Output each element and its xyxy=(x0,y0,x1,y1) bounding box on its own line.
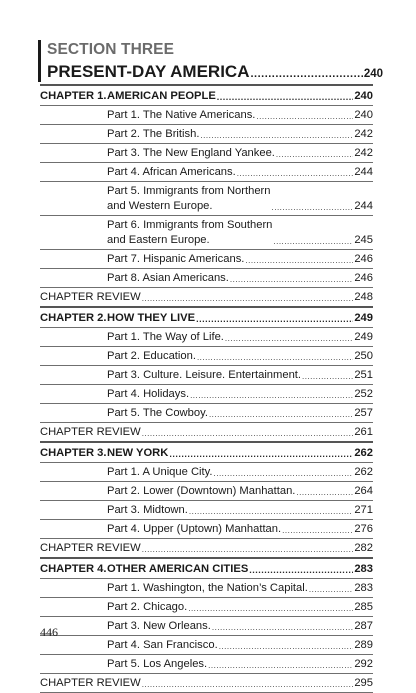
chapter-page-number: 249 xyxy=(354,312,373,324)
chapter-review-label: CHAPTER REVIEW xyxy=(40,542,141,554)
section-header xyxy=(38,40,383,82)
part-title: Part 1. Washington, the Nation’s Capital. xyxy=(107,582,308,594)
toc-part-row[interactable] xyxy=(40,269,373,288)
chapter-row[interactable] xyxy=(40,443,373,463)
indent-spacer xyxy=(40,386,107,387)
dot-leader xyxy=(282,524,353,537)
indent-spacer xyxy=(40,329,107,330)
dot-leader xyxy=(142,543,354,556)
part-page-number: 289 xyxy=(354,639,373,651)
part-entry xyxy=(107,164,373,181)
part-page-number: 257 xyxy=(354,407,373,419)
part-title: Part 3. Midtown. xyxy=(107,504,188,516)
part-title: Part 4. San Francisco. xyxy=(107,639,218,651)
indent-spacer xyxy=(40,107,107,108)
dot-leader xyxy=(276,148,353,161)
part-page-number: 251 xyxy=(354,369,373,381)
part-title: Part 3. Culture. Leisure. Entertainment. xyxy=(107,369,302,381)
part-page-number: 283 xyxy=(354,582,373,594)
page-folio: 446 xyxy=(40,625,58,639)
part-title: Part 3. The New England Yankee. xyxy=(107,147,275,159)
chapter-page-number: 240 xyxy=(354,90,373,102)
chapter-entry xyxy=(107,310,373,327)
indent-spacer xyxy=(40,405,107,406)
chapter-review-row[interactable] xyxy=(40,423,373,443)
indent-spacer xyxy=(40,599,107,600)
indent-spacer xyxy=(40,348,107,349)
indent-spacer xyxy=(40,126,107,127)
toc-part-row[interactable] xyxy=(40,404,373,423)
part-page-number: 246 xyxy=(354,253,373,265)
dot-leader xyxy=(142,678,354,691)
part-entry xyxy=(107,464,373,481)
toc-part-row[interactable] xyxy=(40,347,373,366)
toc-part-row[interactable] xyxy=(40,216,373,250)
review-entry xyxy=(40,424,373,441)
part-page-number: 249 xyxy=(354,331,373,343)
dot-leader xyxy=(190,389,353,402)
part-title: Part 1. A Unique City. xyxy=(107,466,213,478)
chapter-review-label: CHAPTER REVIEW xyxy=(40,291,141,303)
dot-leader xyxy=(209,408,353,421)
chapter-entry xyxy=(107,561,373,578)
part-page-number: 262 xyxy=(354,466,373,478)
part-page-number: 245 xyxy=(354,234,373,246)
part-page-number: 252 xyxy=(354,388,373,400)
indent-spacer xyxy=(40,145,107,146)
part-entry xyxy=(107,656,373,673)
dot-leader xyxy=(189,505,353,518)
dot-leader xyxy=(142,427,354,440)
part-title: Part 2. Lower (Downtown) Manhattan. xyxy=(107,485,296,497)
toc-part-row[interactable] xyxy=(40,366,373,385)
chapter-page-number: 283 xyxy=(354,563,373,575)
chapter-title: AMERICAN PEOPLE xyxy=(107,90,216,102)
part-title: Part 2. Education. xyxy=(107,350,196,362)
chapter-row[interactable] xyxy=(40,559,373,579)
toc-part-row[interactable] xyxy=(40,385,373,404)
part-title: Part 5. Los Angeles. xyxy=(107,658,208,670)
part-entry xyxy=(107,521,373,538)
part-page-number: 271 xyxy=(354,504,373,516)
part-entry xyxy=(107,502,373,519)
part-title: Part 5. Immigrants from Northern and Western Europe. xyxy=(107,185,271,212)
part-entry xyxy=(107,386,373,403)
chapter-title: OTHER AMERICAN CITIES xyxy=(107,563,249,575)
chapter-number: CHAPTER 2. xyxy=(40,312,107,324)
review-entry xyxy=(40,540,373,557)
dot-leader xyxy=(273,235,353,248)
part-entry xyxy=(107,126,373,143)
toc-part-row[interactable] xyxy=(40,655,373,674)
dot-leader xyxy=(212,621,353,634)
chapter-title: HOW THEY LIVE xyxy=(107,312,196,324)
part-entry xyxy=(107,107,373,124)
part-title: Part 1. The Native Americans. xyxy=(107,109,256,121)
chapter-row[interactable] xyxy=(40,308,373,328)
part-entry xyxy=(107,405,373,422)
part-entry xyxy=(107,580,373,597)
dot-leader xyxy=(196,313,353,326)
toc-part-row[interactable] xyxy=(40,520,373,539)
part-page-number: 240 xyxy=(354,109,373,121)
part-title: Part 7. Hispanic Americans. xyxy=(107,253,245,265)
dot-leader xyxy=(309,583,353,596)
dot-leader xyxy=(217,91,354,104)
table-of-contents xyxy=(40,84,373,693)
indent-spacer xyxy=(40,521,107,522)
part-page-number: 244 xyxy=(354,200,373,212)
toc-part-row[interactable] xyxy=(40,463,373,482)
part-entry xyxy=(107,329,373,346)
review-page-number: 295 xyxy=(354,677,373,689)
chapter-review-row[interactable] xyxy=(40,288,373,308)
dot-leader xyxy=(169,448,353,461)
dot-leader xyxy=(225,332,353,345)
dot-leader xyxy=(200,129,353,142)
dot-leader xyxy=(250,68,362,81)
toc-part-row[interactable] xyxy=(40,501,373,520)
toc-part-row[interactable] xyxy=(40,250,373,269)
review-page-number: 248 xyxy=(354,291,373,303)
part-page-number: 285 xyxy=(354,601,373,613)
part-title: Part 2. The British. xyxy=(107,128,200,140)
part-entry xyxy=(107,637,373,654)
part-page-number: 242 xyxy=(354,147,373,159)
indent-spacer xyxy=(40,618,107,619)
toc-part-row[interactable] xyxy=(40,579,373,598)
toc-part-row[interactable] xyxy=(40,598,373,617)
chapter-review-row[interactable] xyxy=(40,539,373,559)
chapter-review-row[interactable] xyxy=(40,674,373,693)
chapter-entry xyxy=(107,445,373,462)
indent-spacer xyxy=(40,270,107,271)
indent-spacer xyxy=(40,164,107,165)
part-page-number: 292 xyxy=(354,658,373,670)
dot-leader xyxy=(302,370,353,383)
section-label: SECTION THREE xyxy=(47,41,175,58)
chapter-number: CHAPTER 1. xyxy=(40,90,107,102)
dot-leader xyxy=(296,486,353,499)
part-page-number: 242 xyxy=(354,128,373,140)
section-page-number: 240 xyxy=(363,68,383,80)
dot-leader xyxy=(219,640,354,653)
part-title: Part 4. African Americans. xyxy=(107,166,236,178)
part-title: Part 5. The Cowboy. xyxy=(107,407,208,419)
part-entry xyxy=(107,183,373,215)
part-page-number: 276 xyxy=(354,523,373,535)
dot-leader xyxy=(245,254,353,267)
toc-part-row[interactable] xyxy=(40,144,373,163)
part-page-number: 250 xyxy=(354,350,373,362)
part-title: Part 6. Immigrants from Southern and Eastern Europe. xyxy=(107,219,273,246)
part-title: Part 1. The Way of Life. xyxy=(107,331,224,343)
indent-spacer xyxy=(40,502,107,503)
toc-part-row[interactable] xyxy=(40,163,373,182)
indent-spacer xyxy=(40,251,107,252)
toc-part-row[interactable] xyxy=(40,182,373,216)
toc-part-row[interactable] xyxy=(40,106,373,125)
toc-part-row[interactable] xyxy=(40,125,373,144)
part-title: Part 3. New Orleans. xyxy=(107,620,211,632)
toc-part-row[interactable] xyxy=(40,617,373,636)
toc-part-row[interactable] xyxy=(40,328,373,347)
review-entry xyxy=(40,289,373,306)
part-entry xyxy=(107,367,373,384)
part-title: Part 4. Holidays. xyxy=(107,388,190,400)
indent-spacer xyxy=(40,656,107,657)
dot-leader xyxy=(249,564,353,577)
dot-leader xyxy=(272,201,354,214)
part-entry xyxy=(107,599,373,616)
toc-part-row[interactable] xyxy=(40,482,373,501)
part-entry xyxy=(107,145,373,162)
part-entry xyxy=(107,251,373,268)
chapter-number: CHAPTER 4. xyxy=(40,563,107,575)
chapter-number: CHAPTER 3. xyxy=(40,447,107,459)
part-page-number: 244 xyxy=(354,166,373,178)
part-entry xyxy=(107,483,373,500)
part-entry xyxy=(107,618,373,635)
chapter-review-label: CHAPTER REVIEW xyxy=(40,426,141,438)
part-page-number: 264 xyxy=(354,485,373,497)
review-page-number: 261 xyxy=(354,426,373,438)
dot-leader xyxy=(188,602,353,615)
indent-spacer xyxy=(40,367,107,368)
part-entry xyxy=(107,217,373,249)
part-title: Part 4. Upper (Uptown) Manhattan. xyxy=(107,523,282,535)
indent-spacer xyxy=(40,183,107,184)
indent-spacer xyxy=(40,464,107,465)
indent-spacer xyxy=(40,483,107,484)
indent-spacer xyxy=(40,580,107,581)
section-title-row xyxy=(47,61,383,82)
part-entry xyxy=(107,270,373,287)
part-entry xyxy=(107,348,373,365)
part-page-number: 246 xyxy=(354,272,373,284)
part-page-number: 287 xyxy=(354,620,373,632)
dot-leader xyxy=(214,467,354,480)
chapter-title: NEW YORK xyxy=(107,447,169,459)
chapter-review-label: CHAPTER REVIEW xyxy=(40,677,141,689)
dot-leader xyxy=(197,351,353,364)
indent-spacer xyxy=(40,217,107,218)
section-title: PRESENT-DAY AMERICA xyxy=(47,62,250,81)
dot-leader xyxy=(256,110,353,123)
review-entry xyxy=(40,675,373,692)
chapter-row[interactable] xyxy=(40,84,373,106)
dot-leader xyxy=(237,167,354,180)
chapter-entry xyxy=(107,88,373,105)
dot-leader xyxy=(230,273,353,286)
toc-part-row[interactable] xyxy=(40,636,373,655)
dot-leader xyxy=(142,292,354,305)
chapter-page-number: 262 xyxy=(354,447,373,459)
part-title: Part 2. Chicago. xyxy=(107,601,188,613)
part-title: Part 8. Asian Americans. xyxy=(107,272,229,284)
review-page-number: 282 xyxy=(354,542,373,554)
